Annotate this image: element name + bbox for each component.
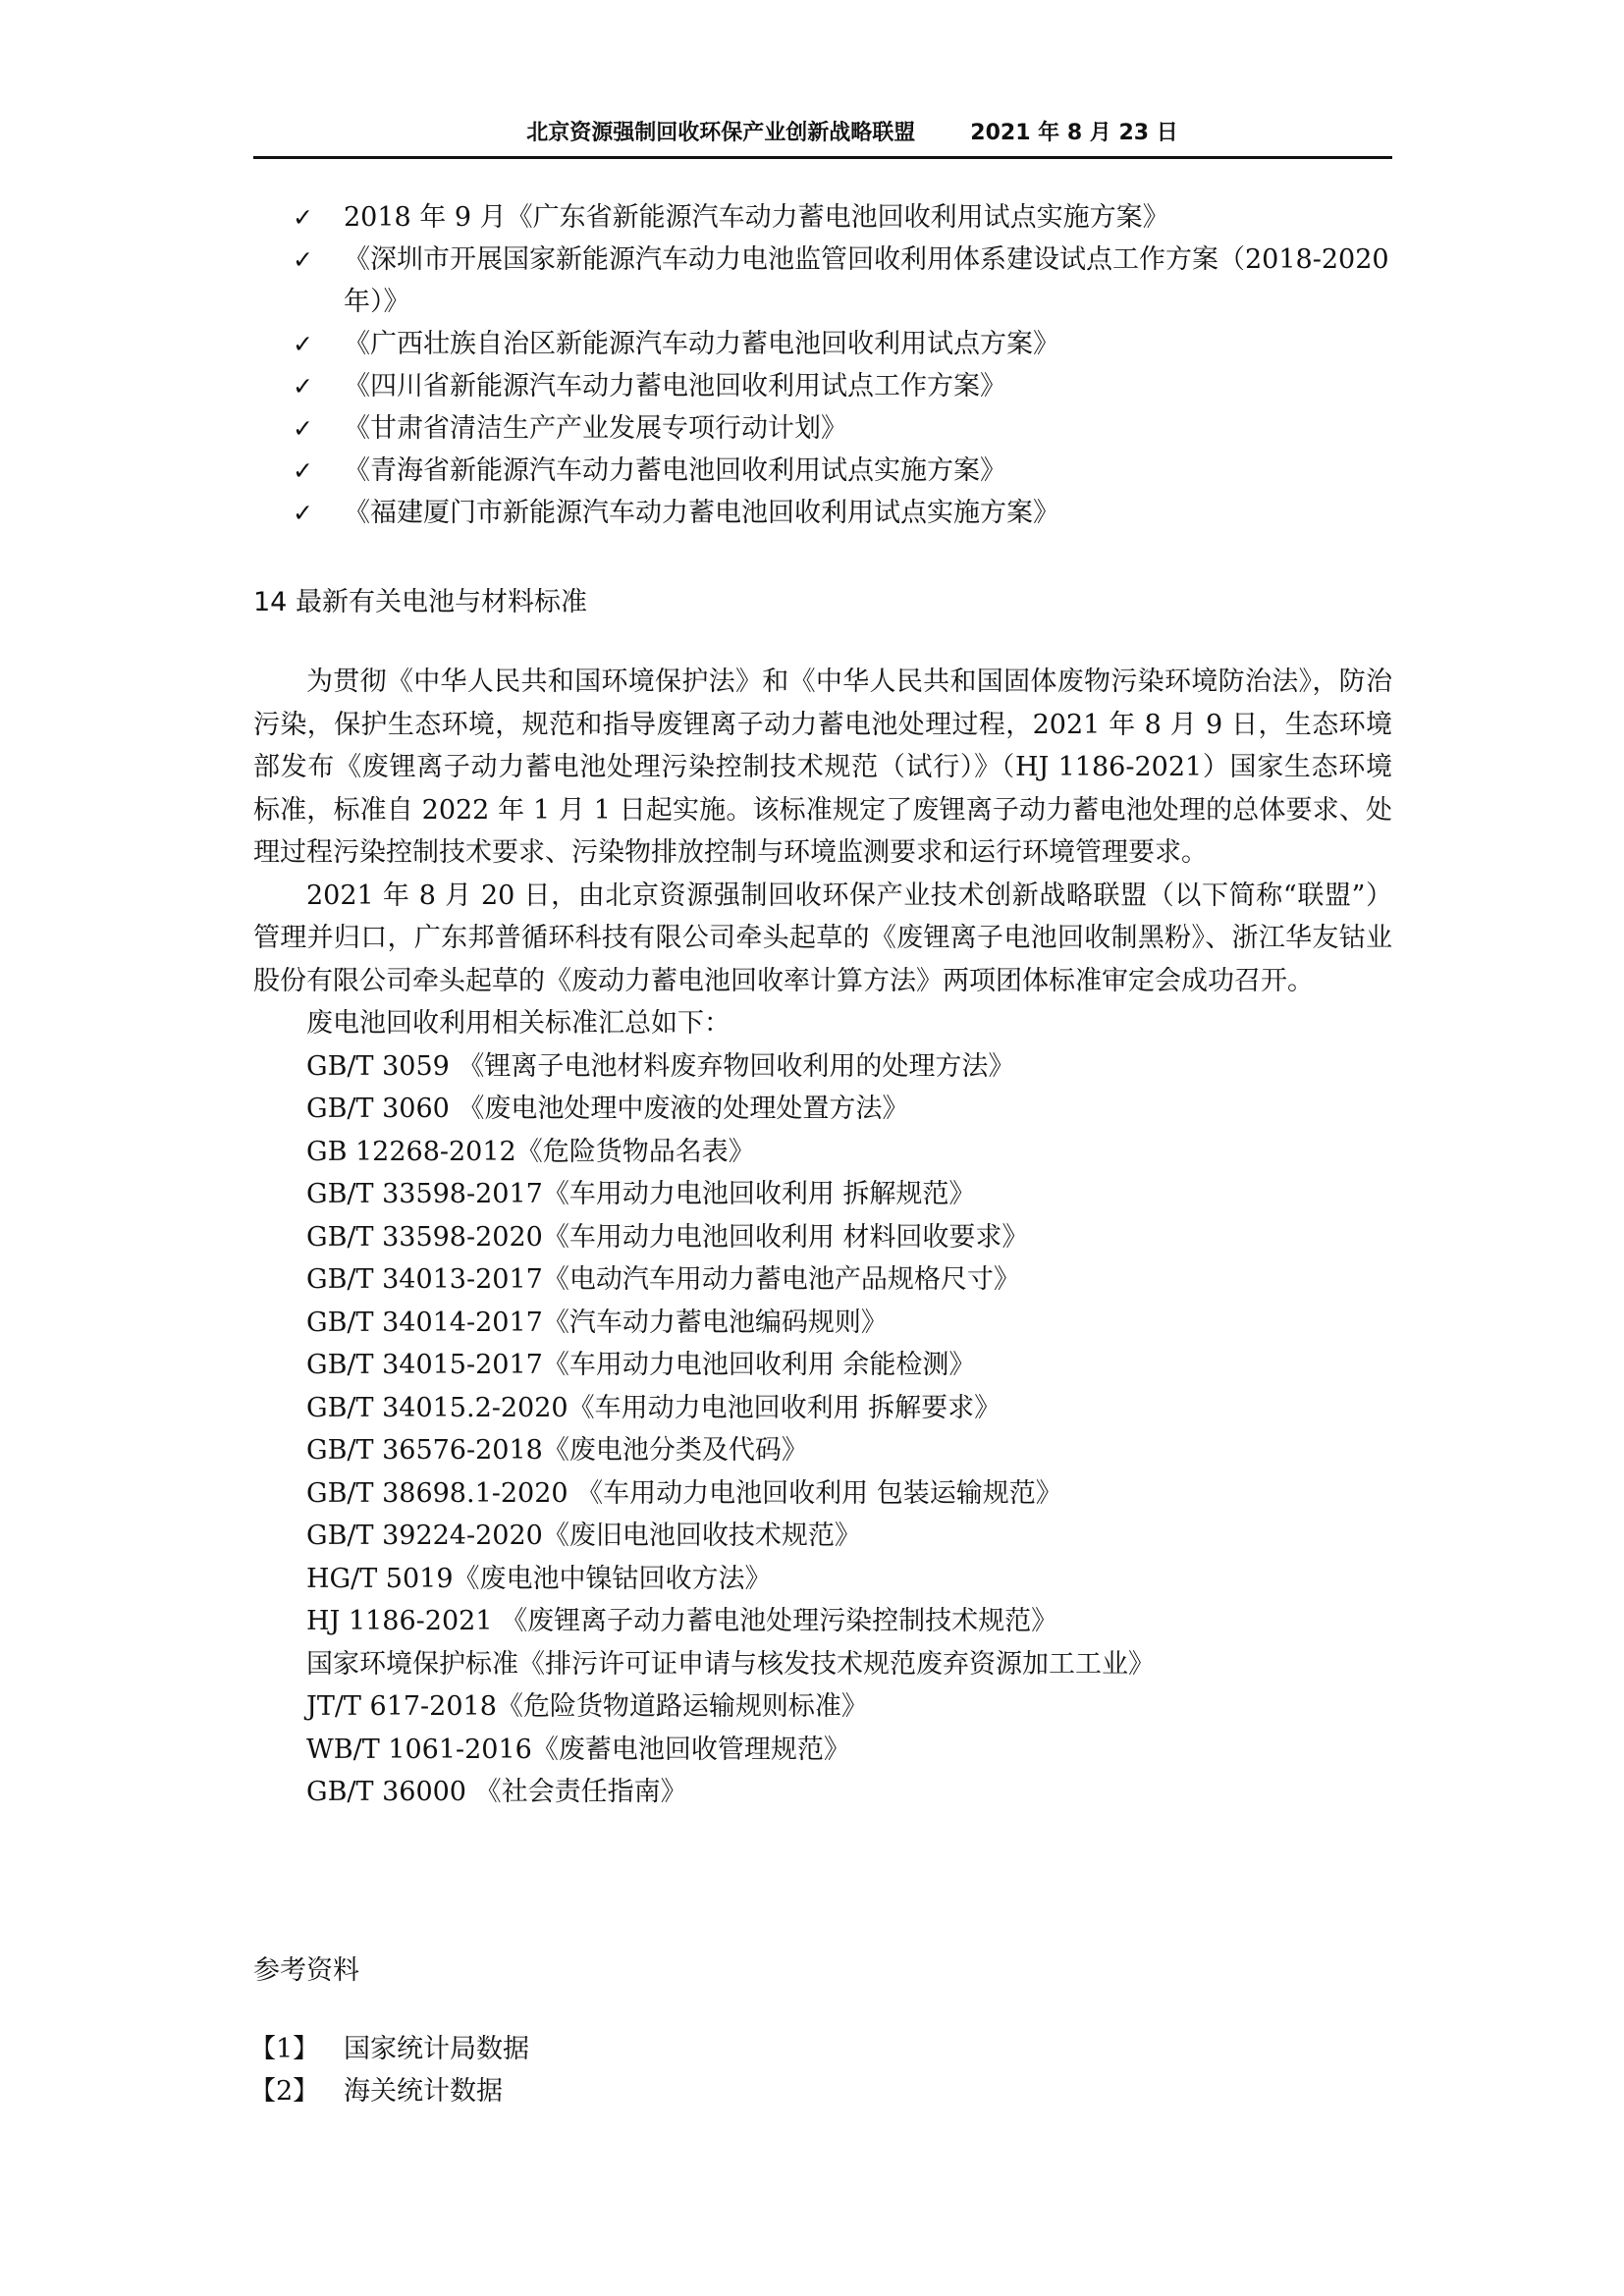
section-title: 14 最新有关电池与材料标准 bbox=[253, 587, 587, 617]
list-item: ✓ 《深圳市开展国家新能源汽车动力电池监管回收利用体系建设试点工作方案（2018-2020 年）》 bbox=[293, 239, 1402, 323]
reference-number: 【1】 bbox=[249, 2034, 320, 2064]
standard-item: GB/T 34015-2017《车用动力电池回收利用 余能检测》 bbox=[306, 1350, 976, 1380]
references-title: 参考资料 bbox=[253, 1955, 359, 1986]
standard-item: GB/T 3060 《废电池处理中废液的处理处置方法》 bbox=[306, 1094, 909, 1124]
list-item: ✓ 《四川省新能源汽车动力蓄电池回收利用试点工作方案》 bbox=[293, 365, 1402, 407]
standard-item: GB/T 33598-2017《车用动力电池回收利用 拆解规范》 bbox=[306, 1179, 976, 1209]
standard-item: GB 12268-2012《危险货物品名表》 bbox=[306, 1136, 755, 1167]
standard-item: JT/T 617-2018《危险货物道路运输规则标准》 bbox=[306, 1691, 868, 1722]
standard-item: GB/T 36576-2018《废电池分类及代码》 bbox=[306, 1435, 808, 1466]
list-item: ✓ 《广西壮族自治区新能源汽车动力蓄电池回收利用试点方案》 bbox=[293, 323, 1402, 365]
list-item: ✓ 《福建厦门市新能源汽车动力蓄电池回收利用试点实施方案》 bbox=[293, 492, 1402, 534]
references-list bbox=[249, 2028, 529, 2112]
paragraph: 2021 年 8 月 20 日，由北京资源强制回收环保产业技术创新战略联盟（以下简称“联盟”）管理并归口，广东邦普循环科技有限公司牵头起草的《废锂离子电池回收制黑粉》、浙江华友钴业股份有限公司牵头起草的《废动力蓄电池回收率计算方法》两项团体标准审定会成功召开。 bbox=[253, 880, 1392, 996]
header-date: 2021 年 8 月 23 日 bbox=[970, 121, 1178, 145]
reference-item bbox=[249, 2070, 529, 2112]
standard-item: GB/T 34014-2017《汽车动力蓄电池编码规则》 bbox=[306, 1307, 888, 1338]
reference-text: 国家统计局数据 bbox=[344, 2034, 529, 2064]
checkmark-icon: ✓ bbox=[293, 203, 313, 232]
section-body bbox=[253, 661, 1392, 1814]
checkmark-icon: ✓ bbox=[293, 330, 313, 358]
header-org: 北京资源强制回收环保产业创新战略联盟 bbox=[526, 121, 916, 145]
checkmark-icon: ✓ bbox=[293, 245, 313, 274]
list-item: ✓ 《甘肃省清洁生产产业发展专项行动计划》 bbox=[293, 407, 1402, 450]
standard-item: GB/T 34015.2-2020《车用动力电池回收利用 拆解要求》 bbox=[306, 1392, 1001, 1423]
standard-item: GB/T 36000 《社会责任指南》 bbox=[306, 1777, 687, 1807]
policy-checklist bbox=[293, 196, 1402, 534]
standard-item: GB/T 3059 《锂离子电池材料废弃物回收利用的处理方法》 bbox=[306, 1050, 1015, 1082]
paragraph: 废电池回收利用相关标准汇总如下： bbox=[306, 1008, 731, 1039]
paragraph: 为贯彻《中华人民共和国环境保护法》和《中华人民共和国固体废物污染环境防治法》，防治污染，保护生态环境，规范和指导废锂离子动力蓄电池处理过程，2021 年 8 月 9 日，生态环境部发布《废锂离子动力蓄电池处理污染控制技术规范（试行）》（HJ 1186-2021）国家生态环境标准，标准自 2022 年 1 月 1 日起实施。该标准规定了废锂离子动力蓄电池处理的总体要求、处理过程污染控制技术要求、污染物排放控制与环境监测要求和运行环境管理要求。 bbox=[253, 667, 1392, 868]
checkmark-icon: ✓ bbox=[293, 456, 313, 485]
standard-item: WB/T 1061-2016《废蓄电池回收管理规范》 bbox=[306, 1734, 850, 1765]
standard-item: GB/T 39224-2020《废旧电池回收技术规范》 bbox=[306, 1521, 861, 1551]
list-item: ✓ 《青海省新能源汽车动力蓄电池回收利用试点实施方案》 bbox=[293, 450, 1402, 492]
standards-list bbox=[253, 1045, 1392, 1814]
standard-item: GB/T 38698.1-2020 《车用动力电池回收利用 包装运输规范》 bbox=[306, 1477, 1062, 1509]
standard-item: 国家环境保护标准《排污许可证申请与核发技术规范废弃资源加工工业》 bbox=[306, 1648, 1155, 1680]
checkmark-icon: ✓ bbox=[293, 499, 313, 527]
list-item: ✓ 2018 年 9 月《广东省新能源汽车动力蓄电池回收利用试点实施方案》 bbox=[293, 196, 1402, 239]
standard-item: HJ 1186-2021 《废锂离子动力蓄电池处理污染控制技术规范》 bbox=[306, 1606, 1058, 1636]
checkmark-icon: ✓ bbox=[293, 372, 313, 400]
reference-number: 【2】 bbox=[249, 2076, 320, 2107]
standard-item: HG/T 5019《废电池中镍钴回收方法》 bbox=[306, 1563, 772, 1594]
reference-text: 海关统计数据 bbox=[344, 2076, 503, 2107]
checkmark-icon: ✓ bbox=[293, 414, 313, 443]
reference-item bbox=[249, 2028, 529, 2070]
standard-item: GB/T 34013-2017《电动汽车用动力蓄电池产品规格尺寸》 bbox=[306, 1264, 1020, 1295]
page-header bbox=[253, 116, 1392, 159]
standard-item: GB/T 33598-2020《车用动力电池回收利用 材料回收要求》 bbox=[306, 1221, 1029, 1253]
